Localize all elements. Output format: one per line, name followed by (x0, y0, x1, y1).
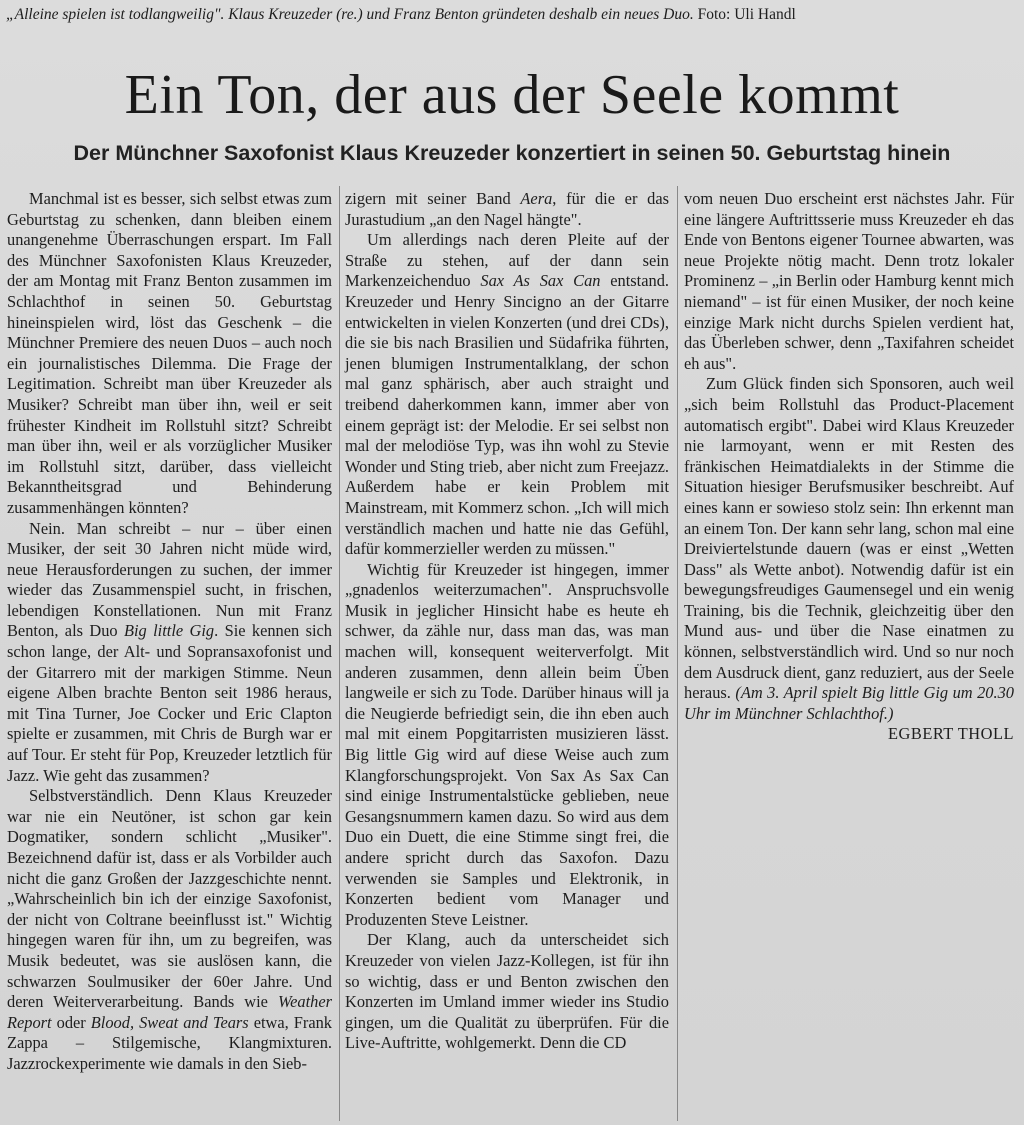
subheadline: Der Münchner Saxofonist Klaus Kreuzeder konzertiert in seinen 50. Geburtstag hinein (73, 141, 951, 165)
text-run: entstand. Kreuzeder und Henry Sincigno an der Gitarre entwickelten in vielen Konzerten (und drei CDs), die sie bis nach Brasilien und Südafrika führten, jenen blumigen Instrumentalklang, der schon mal ganz sphärisch, aber auch straight und treibend daherkommen kann, immer aber von einem geprägt ist: der Melodie. Er sei selbst non mal der melodiöse Typ, was ihn wohl zu Stevie Wonder und Sting trieb, aber nicht zum Freejazz. Außerdem habe er kein Problem mit Mainstream, mit Kommerz schon. „Ich will mich verständlich machen und hatte nie das Gefühl, dafür kommerzieller werden zu müssen." (345, 271, 670, 559)
paragraph (7, 786, 332, 1074)
column-divider (339, 186, 340, 1121)
paragraph (345, 189, 669, 230)
text-run: Um allerdings nach deren Pleite auf der Straße zu stehen, auf der dann sein Markenzeichenduo (345, 230, 669, 291)
article-column-1 (7, 189, 332, 1075)
caption-quote: „Alleine spielen ist todlangweilig". Klaus Kreuzeder (re.) und Franz Benton gründeten deshalb ein neues Duo. (6, 6, 694, 23)
text-run: oder (51, 1012, 91, 1032)
event-info: (Am 3. April spielt Big little Gig um 20.30 Uhr im Münchner Schlachthof.) (684, 683, 1014, 723)
article-column-2 (345, 189, 669, 1054)
band-name: Big little Gig (123, 621, 215, 641)
band-name: Weather Report (7, 992, 332, 1032)
column-divider (677, 186, 678, 1121)
band-name: Sax As Sax Can (480, 271, 601, 291)
paragraph (7, 519, 332, 787)
text-run: Selbstverständlich. Denn Klaus Kreuzeder war nie ein Neutöner, ist schon gar kein Dogmatiker, sondern schlicht „Musiker". Bezeichnend dafür ist, dass er als Vorbilder auch nicht die ganz Großen der Jazzgeschichte nennt. „Wahrscheinlich bin ich der einzige Saxofonist, der nicht von Coltrane beeinflusst ist." Wichtig hingegen waren für ihn, um zu begreifen, was Musik bedeutet, was sie auslösen kann, die schwarzen Soulmusiker der 60er Jahre. Und deren Weiterverarbeitung. Bands wie (7, 786, 332, 1012)
text-run: etwa, Frank Zappa – Stilgemische, Klangmixturen. Jazzrockexperimente wie damals in den Sieb- (7, 1012, 332, 1073)
paragraph: vom neuen Duo erscheint erst nächstes Jahr. Für eine längere Auftrittsserie muss Kreuzeder eh das Ende von Bentons eigener Tournee abwarten, was neue Projekte nötig macht. Denn trotz lokaler Prominenz – „in Berlin oder Hamburg kennt mich niemand" – ist für einen Musiker, der noch keine einzige Mark nicht durchs Spielen verdient hat, das Überleben schwer, denn „Taxifahren scheidet eh aus". (684, 189, 1014, 373)
photo-credit: Foto: Uli Handl (697, 6, 796, 23)
headline: Ein Ton, der aus der Seele kommt (124, 64, 900, 126)
article-column-3 (684, 189, 1014, 745)
text-run: . Sie kennen sich schon lange, der Alt- und Sopransaxofonist und der Gitarrero mit der markigen Stimme. Neun eigene Alben brachte Benton seit 1986 heraus, mit Tina Turner, Joe Cocker und Eric Clapton spielte er zusammen, mit Chris de Burgh war er auf Tour. Er steht für Pop, Kreuzeder letztlich für Jazz. Wie geht das zusammen? (7, 621, 332, 785)
text-run: Nein. Man schreibt – nur – über einen Musiker, der seit 30 Jahren nicht müde wird, neue Herausforderungen zu suchen, der immer wieder das Zusammenspiel sucht, in frischen, lebendigen Konstellationen. Nun mit Franz Benton, als Duo (7, 518, 332, 641)
paragraph: Manchmal ist es besser, sich selbst etwas zum Geburtstag zu schenken, dann bleiben einem unangenehme Überraschungen erspart. Im Fall des Münchner Saxofonisten Klaus Kreuzeder, der am Montag mit Franz Benton zusammen im Schlachthof in seinen 50. Geburtstag hineinspielen wird, löst das Geschenk – die Münchner Premiere des neuen Duos – auch noch ein journalistisches Dilemma. Die Frage der Legitimation. Schreibt man über Kreuzeder als Musiker? Schreibt man über ihn, weil er seit frühester Kindheit im Rollstuhl sitzt? Schreibt man über ihn, weil er als vorzüglicher Musiker im Rollstuhl sitzt, darüber, dass vielleicht Bekanntheitsgrad und Behinderung zusammenhängen könnten? (7, 189, 332, 517)
band-name: Blood, Sweat and Tears (90, 1012, 249, 1032)
band-name: Aera (520, 189, 553, 208)
paragraph: Wichtig für Kreuzeder ist hingegen, immer „gnadenlos weiterzumachen". Anspruchsvolle Musik in jeglicher Hinsicht habe es heute eh schwer, da zähle nur, dass man das, was man machen will, konsequent weiterverfolgt. Mit anderen zusammen, denn allein beim Üben langweile er sich zu Tode. Darüber hinaus will ja die Neugierde befriedigt sein, die ihn eben auch mal mit einem Popgitarristen musizieren lässt. Big little Gig wird auf diese Weise auch zum Klangforschungsprojekt. Von Sax As Sax Can sind einige Instrumentalstücke geblieben, neue Gesangsnummern kamen dazu. So wird aus dem Duo ein Duett, die eine Stimme singt frei, die andere spricht durch das Saxofon. Dazu verwenden sie Samples und Elektronik, in Konzerten bedient vom Manager und Produzenten Steve Leistner. (345, 559, 669, 929)
text-run: zigern mit seiner Band (345, 189, 521, 208)
paragraph (345, 230, 669, 560)
photo-caption (6, 6, 1020, 24)
paragraph (684, 374, 1014, 724)
paragraph: Der Klang, auch da unterscheidet sich Kreuzeder von vielen Jazz-Kollegen, ist für ihn so wichtig, dass er und Benton zwischen den Konzerten im Umland immer wieder ins Studio gingen, um die Qualität zu überprüfen. Für die Live-Auftritte, wohlgemerkt. Denn die CD (345, 930, 669, 1053)
author-byline: EGBERT THOLL (888, 724, 1014, 744)
text-run: , für die er das Jurastudium „an den Nagel hängte". (345, 189, 669, 229)
text-run: Zum Glück finden sich Sponsoren, auch weil „sich beim Rollstuhl das Product-Placement automatisch ergibt". Dabei wird Klaus Kreuzeder nie larmoyant, wenn er mit Resten des fränkischen Heimatdialekts in der Stimme die Situation hiesiger Berufsmusiker beschreibt. Auf eines kann er sowieso stolz sein: Ihn erkennt man an einem Ton. Der kann sehr lang, schon mal eine Dreiviertelstunde dauern (was er einst „Wetten Dass" als Wette anbot). Notwendig dafür ist ein bewegungsfreudiges Gaumensegel und ein wenig Training, bis die Technik, gleichzeitig über den Mund aus- und über die Nase einatmen zu können, selbstverständlich wird. Und so nur noch dem Ausdruck dient, ganz reduziert, aus der Seele heraus. (684, 374, 1014, 703)
